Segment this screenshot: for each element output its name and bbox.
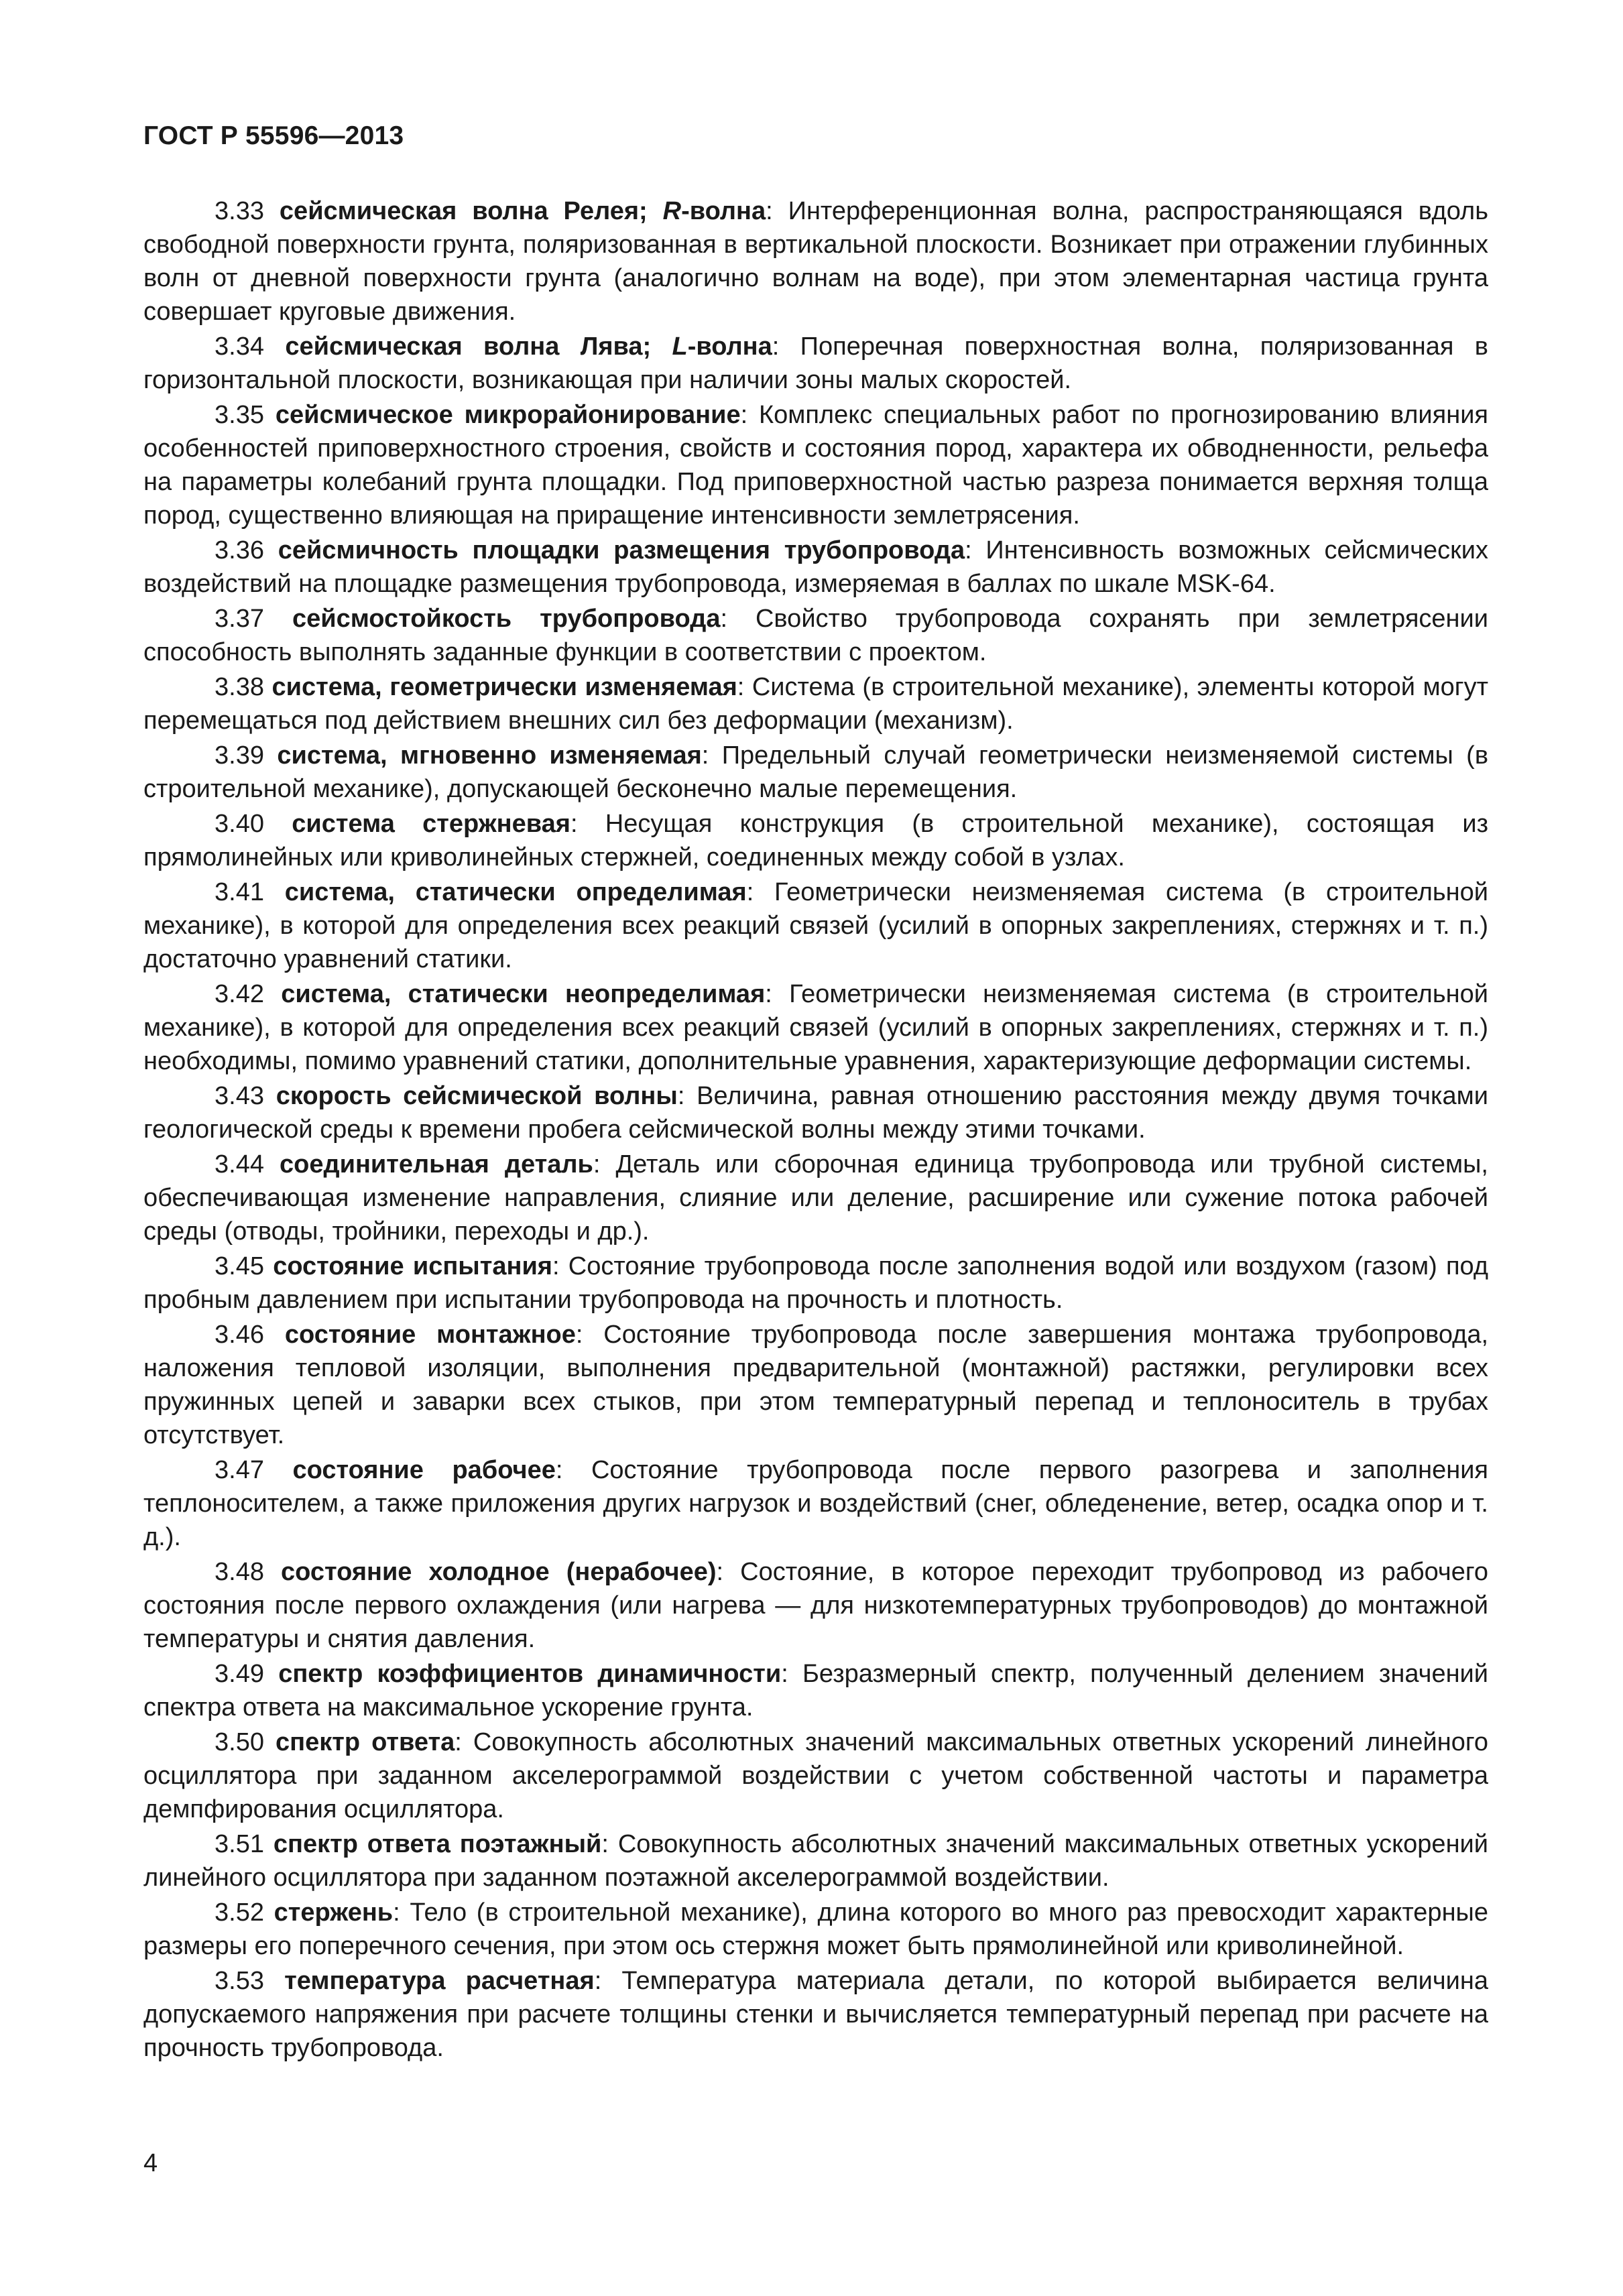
term <box>281 980 765 1008</box>
definition-entry <box>143 1827 1488 1894</box>
definition-text: : Геометрически неизменяемая система (в строительной механике), в которой для определения всех реакций связей (усилий в опорных закреплениях, стержнях и т. п.) достаточно уравнений статики. <box>143 878 1489 973</box>
term <box>280 1150 593 1179</box>
term-text: состояние рабочее <box>292 1456 556 1484</box>
definition-entry <box>143 1657 1488 1724</box>
term <box>285 333 772 361</box>
clause-number: 3.40 <box>215 810 264 838</box>
definition-text: : Совокупность абсолютных значений максимальных ответных ускорений линейного осциллятора при заданном поэтажной акселерограммой воздействии. <box>143 1830 1489 1892</box>
term-text: система стержневая <box>292 810 570 838</box>
clause-number: 3.42 <box>215 980 264 1008</box>
clause-number: 3.41 <box>215 878 264 906</box>
definition-text: : Система (в строительной механике), элементы которой могут перемещаться под действием внешних сил без деформации (механизм). <box>143 673 1489 735</box>
term-text: система, статически неопределимая <box>281 980 766 1008</box>
definition-text: : Предельный случай геометрически неизменяемой системы (в строительной механике), допускающей бесконечно малые перемещения. <box>143 741 1489 803</box>
clause-number: 3.50 <box>215 1728 264 1756</box>
definitions-list <box>143 194 1488 2066</box>
clause-number: 3.33 <box>215 197 264 225</box>
clause-number: 3.34 <box>215 333 264 361</box>
term-text: состояние монтажное <box>284 1321 576 1349</box>
clause-number: 3.44 <box>215 1150 264 1179</box>
definition-entry <box>143 875 1488 976</box>
term-text: система, геометрически изменяемая <box>272 673 737 701</box>
definition-entry <box>143 602 1488 669</box>
clause-number: 3.35 <box>215 401 264 429</box>
term-suffix: -волна <box>687 333 772 361</box>
term-text: состояние холодное (нерабочее) <box>281 1558 717 1586</box>
clause-number: 3.47 <box>215 1456 264 1484</box>
term <box>284 1967 595 1995</box>
term <box>278 1660 781 1688</box>
term <box>276 401 741 429</box>
definition-text: : Состояние трубопровода после первого разогрева и заполнения теплоносителем, а также приложения других нагрузок и воздействий (снег, обледенение, ветер, осадка опор и т. д.). <box>143 1456 1488 1551</box>
clause-number: 3.53 <box>215 1967 264 1995</box>
term-text: спектр ответа <box>276 1728 455 1756</box>
definition-entry <box>143 330 1488 397</box>
clause-number: 3.46 <box>215 1321 264 1349</box>
term <box>276 1082 678 1110</box>
definition-entry <box>143 1453 1488 1554</box>
term <box>281 1558 717 1586</box>
clause-number: 3.48 <box>215 1558 264 1586</box>
definition-entry <box>143 977 1488 1078</box>
term-text: спектр коэффициентов динамичности <box>278 1660 782 1688</box>
definition-text: : Температура материала детали, по которой выбирается величина допускаемого напряжения при расчете толщины стенки и вычисляется температурный перепад при расчете на прочность трубопровода. <box>143 1967 1489 2062</box>
term-text: сейсмичность площадки размещения трубопровода <box>278 536 965 564</box>
term <box>272 673 737 701</box>
definition-text: : Величина, равная отношению расстояния между двумя точками геологической среды к времени пробега сейсмической волны между этими точками. <box>143 1082 1488 1144</box>
definition-text: : Совокупность абсолютных значений максимальных ответных ускорений линейного осциллятора при заданном акселерограммой воздействии с учетом собственной частоты и параметра демпфирования осциллятора. <box>143 1728 1489 1823</box>
definition-entry <box>143 194 1488 328</box>
term-text: состояние испытания <box>273 1252 552 1280</box>
clause-number: 3.36 <box>215 536 264 564</box>
term <box>280 197 766 225</box>
definition-entry <box>143 739 1488 806</box>
term <box>273 1252 552 1280</box>
definition-text: : Интерференционная волна, распространяющаяся вдоль свободной поверхности грунта, поляризованная в вертикальной плоскости. Возникает при отражении глубинных волн от дневной поверхности грунта (аналогично волнам на воде), при этом элементарная частица грунта совершает круговые движения. <box>143 197 1488 326</box>
definition-text: : Состояние, в которое переходит трубопровод из рабочего состояния после первого охлаждения (или нагрева — для низкотемпературных трубопроводов) до монтажной температуры и снятия давления. <box>143 1558 1488 1653</box>
term-text: система, статически определимая <box>284 878 747 906</box>
clause-number: 3.37 <box>215 605 264 633</box>
term-text: стержень <box>274 1898 394 1927</box>
term <box>292 810 570 838</box>
definition-text: : Свойство трубопровода сохранять при землетрясении способность выполнять заданные функции в соответствии с проектом. <box>143 605 1488 666</box>
definition-text: : Состояние трубопровода после заполнения водой или воздухом (газом) под пробным давлением при испытании трубопровода на прочность и плотность. <box>143 1252 1488 1314</box>
definition-entry <box>143 1896 1488 1963</box>
definition-text: : Деталь или сборочная единица трубопровода или трубной системы, обеспечивающая изменение направления, слияние или деление, расширение или сужение потока рабочей среды (отводы, тройники, переходы и др.). <box>143 1150 1488 1246</box>
term-text: спектр ответа поэтажный <box>273 1830 602 1858</box>
clause-number: 3.52 <box>215 1898 264 1927</box>
term <box>274 1830 602 1858</box>
term <box>276 1728 455 1756</box>
clause-number: 3.49 <box>215 1660 264 1688</box>
term <box>277 741 701 770</box>
term-text: сейсмическое микрорайонирование <box>275 401 741 429</box>
term-italic-letter: R <box>662 197 682 225</box>
definition-entry <box>143 1148 1488 1248</box>
definition-text: : Поперечная поверхностная волна, поляризованная в горизонтальной плоскости, возникающая при наличии зоны малых скоростей. <box>143 333 1488 394</box>
term-italic-letter: L <box>672 333 688 361</box>
definition-entry <box>143 807 1488 874</box>
term-text: система, мгновенно изменяемая <box>277 741 702 770</box>
definition-entry <box>143 670 1488 737</box>
definition-text: : Интенсивность возможных сейсмических воздействий на площадке размещения трубопровода, измеряемая в баллах по шкале MSK-64. <box>143 536 1488 598</box>
term <box>274 1898 393 1927</box>
definition-text: : Геометрически неизменяемая система (в строительной механике), в которой для определения всех реакций связей (усилий в опорных закреплениях, стержнях и т. п.) необходимы, помимо уравнений статики, дополнительные уравнения, характеризующие деформации системы. <box>143 980 1489 1075</box>
clause-number: 3.51 <box>215 1830 264 1858</box>
term-text: температура расчетная <box>284 1967 595 1995</box>
term-text: сейсмостойкость трубопровода <box>292 605 721 633</box>
definition-entry <box>143 1079 1488 1146</box>
definition-text: : Состояние трубопровода после завершения монтажа трубопровода, наложения тепловой изоляции, выполнения предварительной (монтажной) растяжки, регулировки всех пружинных цепей и заварки всех стыков, при этом температурный перепад и теплоноситель в трубах отсутствует. <box>143 1321 1489 1449</box>
term <box>285 878 747 906</box>
clause-number: 3.45 <box>215 1252 264 1280</box>
term-text: соединительная деталь <box>280 1150 593 1179</box>
definition-text: : Несущая конструкция (в строительной механике), состоящая из прямолинейных или криволинейных стержней, соединенных между собой в узлах. <box>143 810 1488 871</box>
definition-entry <box>143 534 1488 601</box>
term-text: скорость сейсмической волны <box>276 1082 678 1110</box>
page-number: 4 <box>143 2149 158 2177</box>
definition-entry <box>143 1726 1488 1826</box>
document-header: ГОСТ Р 55596—2013 <box>143 121 404 150</box>
term <box>285 1321 576 1349</box>
term-suffix: -волна <box>681 197 766 225</box>
term-text: сейсмическая волна Релея; <box>279 197 663 225</box>
term-text: сейсмическая волна Лява; <box>285 333 672 361</box>
definition-text: : Комплекс специальных работ по прогнозированию влияния особенностей приповерхностного строения, свойств и состояния пород, характера их обводненности, рельефа на параметры колебаний грунта площадки. Под приповерхностной частью разреза понимается верхняя толща пород, существенно влияющая на приращение интенсивности землетрясения. <box>143 401 1488 530</box>
definition-entry <box>143 1964 1488 2065</box>
definition-entry <box>143 1555 1488 1656</box>
term <box>293 1456 556 1484</box>
definition-entry <box>143 398 1488 532</box>
clause-number: 3.43 <box>215 1082 264 1110</box>
term <box>278 536 965 564</box>
term <box>292 605 721 633</box>
definition-text: : Безразмерный спектр, полученный делением значений спектра ответа на максимальное ускорение грунта. <box>143 1660 1489 1721</box>
definition-entry <box>143 1250 1488 1317</box>
definition-text: : Тело (в строительной механике), длина которого во много раз превосходит характерные размеры его поперечного сечения, при этом ось стержня может быть прямолинейной или криволинейной. <box>143 1898 1488 1960</box>
clause-number: 3.38 <box>215 673 264 701</box>
clause-number: 3.39 <box>215 741 264 770</box>
definition-entry <box>143 1318 1488 1452</box>
